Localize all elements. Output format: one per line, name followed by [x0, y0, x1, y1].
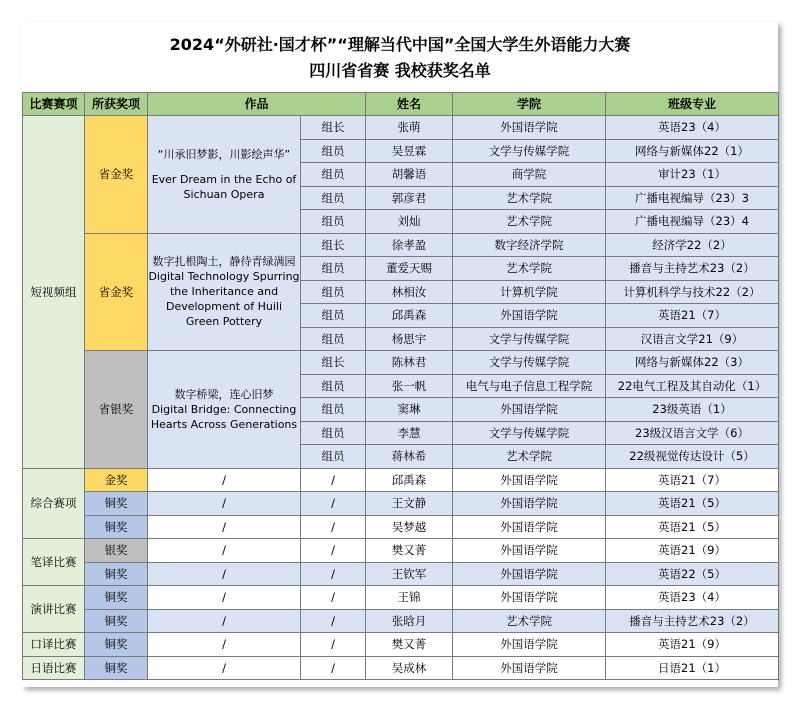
college-cell: 商学院 — [453, 163, 606, 187]
college-cell: 外国语学院 — [453, 656, 606, 680]
college-cell: 艺术学院 — [453, 210, 606, 234]
college-cell: 文学与传媒学院 — [453, 139, 606, 163]
role-cell: 组员 — [301, 163, 366, 187]
header-row — [23, 93, 779, 116]
college-cell: 外国语学院 — [453, 562, 606, 586]
work-cell — [148, 351, 301, 469]
role-cell: 组长 — [301, 351, 366, 375]
college-cell: 外国语学院 — [453, 116, 606, 140]
section-label: 笔译比赛 — [23, 539, 85, 586]
work-cell — [148, 233, 301, 351]
name-cell: 吴梦越 — [366, 515, 453, 539]
class-cell: 网络与新媒体22（3） — [606, 351, 779, 375]
class-cell: 22级视觉传达设计（5） — [606, 445, 779, 469]
role-cell: / — [301, 633, 366, 657]
name-cell: 吴昱霖 — [366, 139, 453, 163]
role-cell: / — [301, 586, 366, 610]
role-cell: / — [301, 468, 366, 492]
award-cell: 铜奖 — [85, 562, 148, 586]
class-cell: 22电气工程及其自动化（1） — [606, 374, 779, 398]
college-cell: 外国语学院 — [453, 468, 606, 492]
class-cell: 23级英语（1） — [606, 398, 779, 422]
role-cell: 组员 — [301, 304, 366, 328]
section-label: 口译比赛 — [23, 633, 85, 657]
table-row — [23, 492, 779, 516]
table-row — [23, 116, 779, 140]
award-cell: 省金奖 — [85, 116, 148, 234]
work-cell: / — [148, 633, 301, 657]
class-cell: 英语21（9） — [606, 633, 779, 657]
table-row — [23, 609, 779, 633]
work-cell: / — [148, 468, 301, 492]
table-row — [23, 468, 779, 492]
role-cell: 组员 — [301, 257, 366, 281]
college-cell: 外国语学院 — [453, 304, 606, 328]
name-cell: 林相汝 — [366, 280, 453, 304]
award-cell: 铜奖 — [85, 609, 148, 633]
role-cell: 组员 — [301, 445, 366, 469]
class-cell: 播音与主持艺术23（2） — [606, 257, 779, 281]
role-cell: 组长 — [301, 233, 366, 257]
name-cell: 李慧 — [366, 421, 453, 445]
award-cell: 省金奖 — [85, 233, 148, 351]
table-row — [23, 539, 779, 563]
table-row — [23, 586, 779, 610]
college-cell: 电气与电子信息工程学院 — [453, 374, 606, 398]
class-cell: 汉语言文学21（9） — [606, 327, 779, 351]
name-cell: 胡馨语 — [366, 163, 453, 187]
name-cell: 刘灿 — [366, 210, 453, 234]
award-cell: 铜奖 — [85, 515, 148, 539]
role-cell: 组员 — [301, 398, 366, 422]
award-cell: 铜奖 — [85, 492, 148, 516]
work-cell: / — [148, 586, 301, 610]
name-cell: 杨思宇 — [366, 327, 453, 351]
college-cell: 数字经济学院 — [453, 233, 606, 257]
class-cell: 英语21（7） — [606, 304, 779, 328]
college-cell: 外国语学院 — [453, 515, 606, 539]
work-cell: / — [148, 562, 301, 586]
work-cell — [148, 116, 301, 234]
work-cell: / — [148, 515, 301, 539]
class-cell: 英语21（9） — [606, 539, 779, 563]
name-cell: 郭彦君 — [366, 186, 453, 210]
award-cell: 铜奖 — [85, 586, 148, 610]
college-cell: 艺术学院 — [453, 445, 606, 469]
class-cell: 经济学22（2） — [606, 233, 779, 257]
section-label: 日语比赛 — [23, 656, 85, 680]
name-cell: 张一帆 — [366, 374, 453, 398]
class-cell: 网络与新媒体22（1） — [606, 139, 779, 163]
class-cell: 计算机科学与技术22（2） — [606, 280, 779, 304]
name-cell: 董爱天赐 — [366, 257, 453, 281]
class-cell: 英语23（4） — [606, 586, 779, 610]
class-cell: 播音与主持艺术23（2） — [606, 609, 779, 633]
class-cell: 英语23（4） — [606, 116, 779, 140]
name-cell: 王文静 — [366, 492, 453, 516]
college-cell: 外国语学院 — [453, 539, 606, 563]
college-cell: 文学与传媒学院 — [453, 421, 606, 445]
title-line-1: 2024“外研社·国才杯”“理解当代中国”全国大学生外语能力大赛 — [169, 35, 631, 54]
role-cell: 组员 — [301, 421, 366, 445]
class-cell: 英语21（5） — [606, 515, 779, 539]
role-cell: 组员 — [301, 139, 366, 163]
work-cell: / — [148, 609, 301, 633]
class-cell: 审计23（1） — [606, 163, 779, 187]
award-cell: 铜奖 — [85, 633, 148, 657]
table-row — [23, 351, 779, 375]
header-college: 学院 — [453, 93, 606, 116]
header-award: 所获奖项 — [85, 93, 148, 116]
award-cell: 银奖 — [85, 539, 148, 563]
class-cell: 广播电视编导（23）3 — [606, 186, 779, 210]
award-cell: 金奖 — [85, 468, 148, 492]
name-cell: 蒋林希 — [366, 445, 453, 469]
header-name: 姓名 — [366, 93, 453, 116]
class-cell: 23级汉语言文学（6） — [606, 421, 779, 445]
header-event: 比赛赛项 — [23, 93, 85, 116]
name-cell: 樊又菁 — [366, 633, 453, 657]
section-label: 综合赛项 — [23, 468, 85, 539]
name-cell: 张萌 — [366, 116, 453, 140]
table-row — [23, 562, 779, 586]
college-cell: 艺术学院 — [453, 609, 606, 633]
college-cell: 计算机学院 — [453, 280, 606, 304]
role-cell: / — [301, 492, 366, 516]
work-title-en: Ever Dream in the Echo of Sichuan Opera — [151, 172, 297, 201]
work-title-en: Digital Bridge: Connecting Hearts Across Generations — [150, 402, 298, 431]
award-sheet — [22, 22, 778, 687]
work-cell: / — [148, 539, 301, 563]
name-cell: 徐孝盈 — [366, 233, 453, 257]
name-cell: 陈林君 — [366, 351, 453, 375]
college-cell: 外国语学院 — [453, 398, 606, 422]
section-label: 演讲比赛 — [23, 586, 85, 633]
class-cell: 英语21（5） — [606, 492, 779, 516]
table-row — [23, 233, 779, 257]
role-cell: 组长 — [301, 116, 366, 140]
role-cell: / — [301, 609, 366, 633]
name-cell: 窦琳 — [366, 398, 453, 422]
name-cell: 王锦 — [366, 586, 453, 610]
table-row — [23, 656, 779, 680]
work-title-cn: 数字桥梁，连心旧梦 — [174, 387, 274, 401]
work-title-cn: “川承旧梦影，川影绘声华” — [157, 147, 291, 161]
role-cell: / — [301, 656, 366, 680]
table-row — [23, 515, 779, 539]
table-row — [23, 633, 779, 657]
work-title-cn: 数字扎根陶土，静待青绿满园 — [152, 255, 296, 269]
award-table — [22, 92, 779, 680]
class-cell: 英语21（7） — [606, 468, 779, 492]
name-cell: 王钦军 — [366, 562, 453, 586]
name-cell: 张晗月 — [366, 609, 453, 633]
college-cell: 外国语学院 — [453, 633, 606, 657]
role-cell: 组员 — [301, 327, 366, 351]
section-label: 短视频组 — [23, 116, 85, 469]
award-cell: 省银奖 — [85, 351, 148, 469]
role-cell: / — [301, 539, 366, 563]
title-line-2: 四川省省赛 我校获奖名单 — [309, 61, 491, 80]
name-cell: 吴成林 — [366, 656, 453, 680]
role-cell: / — [301, 515, 366, 539]
header-work: 作品 — [148, 93, 366, 116]
role-cell: 组员 — [301, 210, 366, 234]
college-cell: 外国语学院 — [453, 492, 606, 516]
class-cell: 广播电视编导（23）4 — [606, 210, 779, 234]
college-cell: 艺术学院 — [453, 186, 606, 210]
award-cell: 铜奖 — [85, 656, 148, 680]
college-cell: 文学与传媒学院 — [453, 351, 606, 375]
role-cell: 组员 — [301, 374, 366, 398]
college-cell: 文学与传媒学院 — [453, 327, 606, 351]
role-cell: 组员 — [301, 186, 366, 210]
header-class: 班级专业 — [606, 93, 779, 116]
name-cell: 邱禹森 — [366, 304, 453, 328]
name-cell: 樊又菁 — [366, 539, 453, 563]
class-cell: 日语21（1） — [606, 656, 779, 680]
sheet-title — [22, 22, 778, 92]
college-cell: 外国语学院 — [453, 586, 606, 610]
work-title-en: Digital Technology Spurring the Inheritance and Development of Huili Green Pottery — [148, 270, 300, 329]
role-cell: / — [301, 562, 366, 586]
class-cell: 英语22（5） — [606, 562, 779, 586]
work-cell: / — [148, 492, 301, 516]
role-cell: 组员 — [301, 280, 366, 304]
name-cell: 邱禹森 — [366, 468, 453, 492]
college-cell: 艺术学院 — [453, 257, 606, 281]
work-cell: / — [148, 656, 301, 680]
